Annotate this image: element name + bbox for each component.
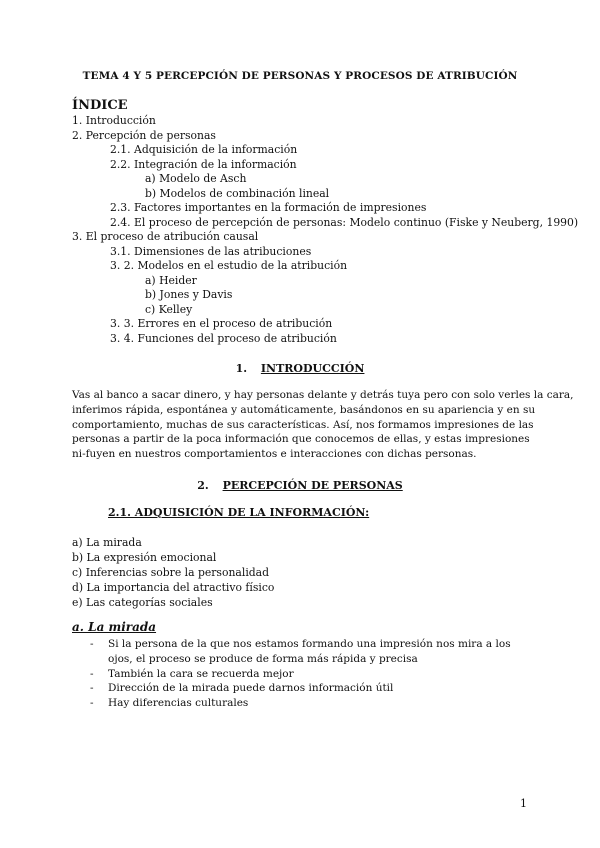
paragraph-line: inferimos rápida, espontánea y automáticamente, basándonos en su apariencia y en su <box>72 403 536 416</box>
section-1-number: 1. <box>235 362 248 375</box>
paragraph-line: comportamiento, muchas de sus características. Así, nos formamos impresiones de las <box>72 418 534 431</box>
list-item: a) La mirada <box>72 536 142 549</box>
paragraph-line: ni-fuyen en nuestros comportamientos e interacciones con dichas personas. <box>72 448 477 461</box>
bullet-item <box>90 696 530 711</box>
acquisition-list <box>72 535 274 610</box>
paragraph-line: personas a partir de la poca información que conocemos de ellas, y estas impresiones <box>72 433 530 446</box>
toc-item: c) Kelley <box>145 302 193 316</box>
toc-item: 2. Percepción de personas <box>72 128 216 142</box>
bullet-text: Dirección de la mirada puede darnos información útil <box>108 682 394 695</box>
list-item: d) La importancia del atractivo físico <box>72 581 275 594</box>
bullet-marker: - <box>90 667 94 680</box>
gaze-bullet-list <box>90 637 530 711</box>
toc-item: 2.2. Integración de la información <box>110 157 297 171</box>
list-item: c) Inferencias sobre la personalidad <box>72 566 270 579</box>
toc-item: a) Heider <box>145 273 197 287</box>
bullet-marker: - <box>90 638 94 650</box>
section-2-heading <box>0 479 600 492</box>
toc-item: 2.3. Factores importantes en la formación de impresiones <box>110 201 427 214</box>
toc-heading: ÍNDICE <box>72 98 128 113</box>
toc-item: 3. 2. Modelos en el estudio de la atribución <box>110 259 348 272</box>
toc-item: 2.1. Adquisición de la información <box>110 143 298 156</box>
paragraph-line: Vas al banco a sacar dinero, y hay personas delante y detrás tuya pero con solo verles la cara, <box>72 389 574 401</box>
table-of-contents <box>72 114 579 346</box>
bullet-text: Si la persona de la que nos estamos formando una impresión nos mira a los ojos, el proceso se produce de forma más rápida y precisa <box>108 638 511 665</box>
toc-item: b) Modelos de combinación lineal <box>145 186 330 200</box>
subsubsection-a-heading: a. La mirada <box>72 620 157 634</box>
toc-item: 3. 3. Errores en el proceso de atribución <box>110 317 333 330</box>
list-item: e) Las categorías sociales <box>72 596 213 609</box>
list-item: b) La expresión emocional <box>72 551 217 564</box>
bullet-text: Hay diferencias culturales <box>108 697 249 710</box>
toc-item: 3.1. Dimensiones de las atribuciones <box>110 244 312 258</box>
bullet-marker: - <box>90 682 94 695</box>
section-1-title: INTRODUCCIÓN <box>260 362 365 375</box>
toc-item: 3. 4. Funciones del proceso de atribución <box>110 331 337 345</box>
bullet-text: También la cara se recuerda mejor <box>108 667 294 680</box>
document-title: TEMA 4 Y 5 PERCEPCIÓN DE PERSONAS Y PROCESOS DE ATRIBUCIÓN <box>82 70 518 82</box>
bullet-item <box>90 681 530 696</box>
toc-item: b) Jones y Davis <box>145 288 233 301</box>
bullet-item <box>90 637 530 667</box>
toc-item: 2.4. El proceso de percepción de personas: Modelo continuo (Fiske y Neuberg, 1990) <box>110 215 579 229</box>
toc-item: 3. El proceso de atribución causal <box>72 230 259 243</box>
toc-item: 1. Introducción <box>72 114 156 127</box>
page-number: 1 <box>520 797 527 810</box>
section-1-heading <box>0 362 600 375</box>
subsection-2-1-heading: 2.1. ADQUISICIÓN DE LA INFORMACIÓN: <box>108 506 370 519</box>
section-2-number: 2. <box>197 479 209 492</box>
introduction-paragraph <box>72 388 574 462</box>
toc-item: a) Modelo de Asch <box>145 172 247 185</box>
section-2-title: PERCEPCIÓN DE PERSONAS <box>222 479 403 492</box>
bullet-marker: - <box>90 697 94 710</box>
bullet-item <box>90 667 530 682</box>
